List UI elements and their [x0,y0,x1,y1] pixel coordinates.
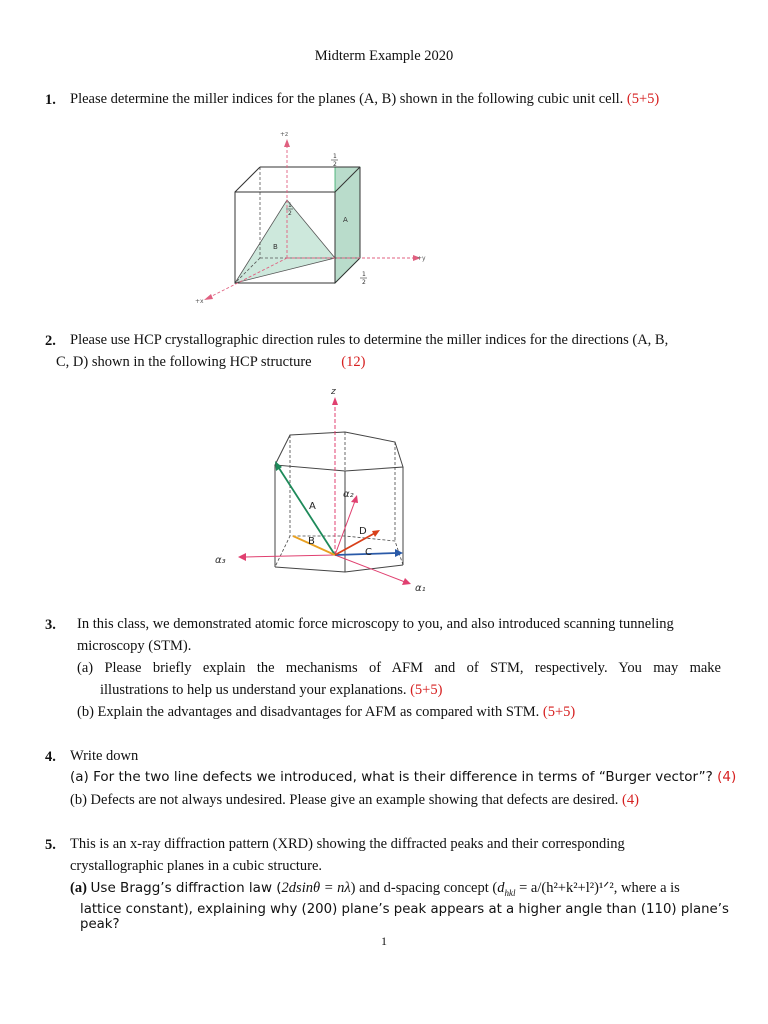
q3a-line2 [100,679,442,701]
q1-points: (5+5) [626,91,660,107]
q3a-text: illustrations to help us understand your explanations. [100,682,407,698]
q5a-d-sub: hkl [504,887,516,898]
q2-line1: Please use HCP crystallographic direction rules to determine the miller indices for the directions (A, B, [70,332,669,348]
hcp-bottom-front-edges [275,565,403,572]
q4b-text: (b) Defects are not always undesired. Please give an example showing that defects are desired. [70,792,619,808]
svg-text:2: 2 [362,279,366,286]
svg-text:2: 2 [333,161,337,168]
a3-arrowhead [238,553,246,561]
q1-text [70,88,659,110]
q2-points: (12) [341,354,366,370]
axis-a1-label: α₁ [415,583,426,594]
axis-x-label: +x [195,298,204,305]
axis-z-label: z [331,387,336,397]
q5a-line2: lattice constant), explaining why (200) plane’s peak appears at a higher angle than (110) plane’s peak? [80,902,729,932]
plane-b [235,200,335,283]
q4b-points: (4) [622,792,639,808]
axis-z-label: +z [280,131,289,138]
q1-question: Please determine the miller indices for the planes (A, B) shown in the following cubic unit cell. [70,91,624,107]
axis-a2-label: α₂ [343,489,354,500]
q5-line1: This is an x-ray diffraction pattern (XRD) showing the diffracted peaks and their corresponding [70,836,625,852]
q3-number: 3. [45,617,56,633]
q3b-points: (5+5) [542,704,576,720]
q2-line2 [56,351,365,373]
plane-a [335,167,360,283]
q5a-mid: ) and d-spacing concept ( [350,880,498,896]
hcp-structure-figure [205,385,435,600]
q4-number: 4. [45,749,56,765]
q4a-line [70,769,736,785]
q3-line2: microscopy (STM). [77,638,192,654]
z-arrowhead [284,139,290,147]
q3-line1: In this class, we demonstrated atomic force microscopy to you, and also introduced scanning tunneling [77,616,674,632]
axis-y-label: +y [417,255,426,262]
direction-a-label: A [309,501,316,512]
page-title: Midterm Example 2020 [314,48,454,64]
q4a-points: (4) [717,769,737,785]
page-number: 1 [381,934,387,948]
q5a-d: d [497,880,505,896]
q5a-line1 [70,877,680,904]
svg-text:1: 1 [288,202,292,209]
q3b-text: (b) Explain the advantages and disadvantages for AFM as compared with STM. [77,704,540,720]
direction-c-arrowhead [395,549,403,557]
q1-number: 1. [45,92,56,108]
direction-d-label: D [359,526,367,537]
q3a-line1: (a) Please briefly explain the mechanisms of AFM and of STM, respectively. You may make [77,660,721,676]
a3-axis [245,555,335,557]
q4b-line [70,789,639,811]
q5a-bragg: 2dsinθ = nλ [281,880,351,896]
q3a-points: (5+5) [410,682,443,698]
axis-a3-label: α₃ [215,555,226,566]
plane-a-label: A [343,216,348,224]
q5a-pre: Use Bragg’s diffraction law ( [90,880,282,896]
direction-b-label: B [308,536,315,547]
q5a-d-eq: = a/(h²+k²+l²)¹ᐟ² [515,880,614,896]
plane-b-label: B [273,243,278,251]
cubic-unit-cell-figure [190,125,440,310]
q5a-post: , where a is [613,880,680,896]
q4-line1: Write down [70,748,139,764]
q2-question-end: C, D) shown in the following HCP structure [56,354,312,370]
hcp-bottom-back-edges [275,536,403,567]
svg-text:1: 1 [362,271,366,278]
z-axis-arrowhead [332,397,338,405]
svg-text:1: 1 [333,153,337,160]
svg-text:2: 2 [288,210,292,217]
q5-line2: crystallographic planes in a cubic structure. [70,858,323,874]
q4a-text: (a) For the two line defects we introduced, what is their difference in terms of “Burger vector”? [70,769,713,785]
q3b-line [77,701,575,723]
direction-c-label: C [365,547,372,558]
q2-number: 2. [45,333,56,349]
hcp-hidden-vertical-edges [290,432,395,541]
hcp-top-hexagon [275,432,403,471]
q5a-label: (a) [70,880,87,896]
q5-number: 5. [45,837,56,853]
x-arrowhead [204,294,213,300]
